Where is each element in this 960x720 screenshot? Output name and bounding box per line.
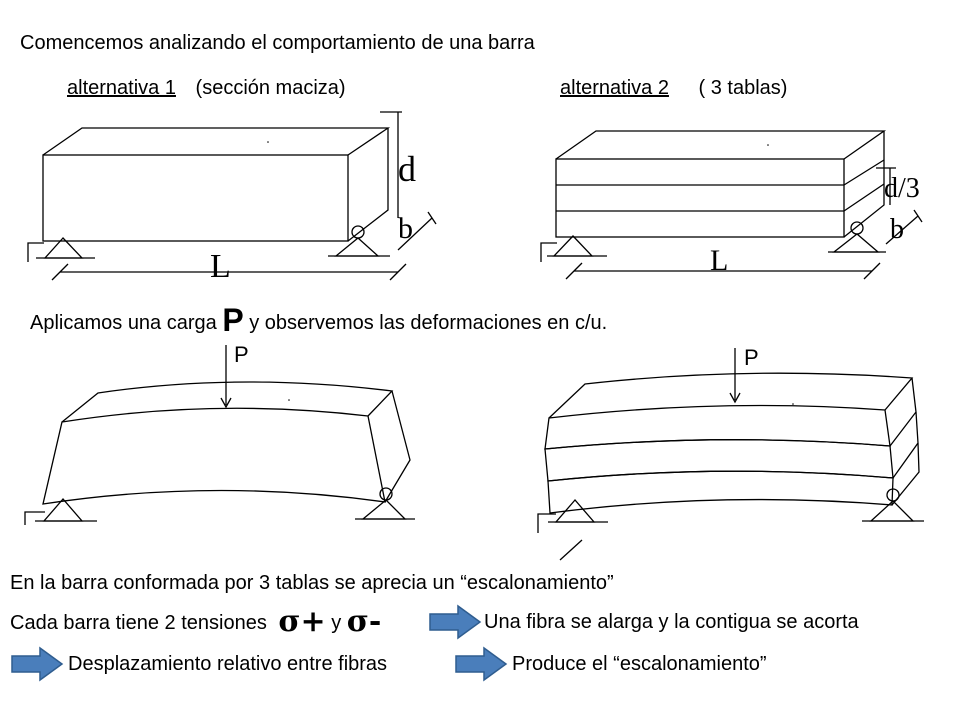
escalonamiento-text: En la barra conformada por 3 tablas se aprecia un “escalonamiento” [10, 572, 614, 594]
alt2-label: alternativa 2 [560, 77, 669, 99]
alt1-label: alternativa 1 [67, 77, 176, 99]
tensions-y: y [331, 612, 342, 634]
load-sentence-pre: Aplicamos una carga [30, 312, 217, 334]
load-sentence [30, 302, 608, 338]
dim-L-label-2: L [710, 244, 729, 277]
tensions-text [10, 604, 382, 639]
load-symbol: P [222, 302, 244, 338]
title-text: Comencemos analizando el comportamiento de una barra [20, 32, 535, 54]
sigma-minus: σ- [346, 604, 382, 639]
load-sentence-post: y observemos las deformaciones en c/u. [249, 312, 608, 334]
produces-text: Produce el “escalonamiento” [512, 653, 767, 675]
arrow-icon-1 [428, 604, 482, 640]
displacement-text: Desplazamiento relativo entre fibras [68, 653, 388, 675]
dim-b-label-2: b [890, 214, 904, 245]
fiber-text: Una fibra se alarga y la contigua se acorta [484, 611, 859, 633]
alt1-desc: (sección maciza) [195, 77, 346, 99]
tensions-pre: Cada barra tiene 2 tensiones [10, 612, 267, 634]
dim-L-label-1: L [210, 248, 231, 285]
dim-d3-label: d/3 [884, 173, 920, 204]
dim-d-label: d [398, 149, 416, 189]
load-label-2: P [744, 345, 759, 370]
load-label-1: P [234, 342, 249, 367]
alt2-desc: ( 3 tablas) [698, 77, 788, 99]
arrow-icon-3 [454, 646, 508, 682]
arrow-icon-2 [10, 646, 64, 682]
sigma-plus: σ+ [278, 604, 326, 639]
alt1-caption [67, 76, 346, 100]
dim-b-label-1: b [398, 212, 413, 245]
alt2-caption [560, 76, 787, 100]
